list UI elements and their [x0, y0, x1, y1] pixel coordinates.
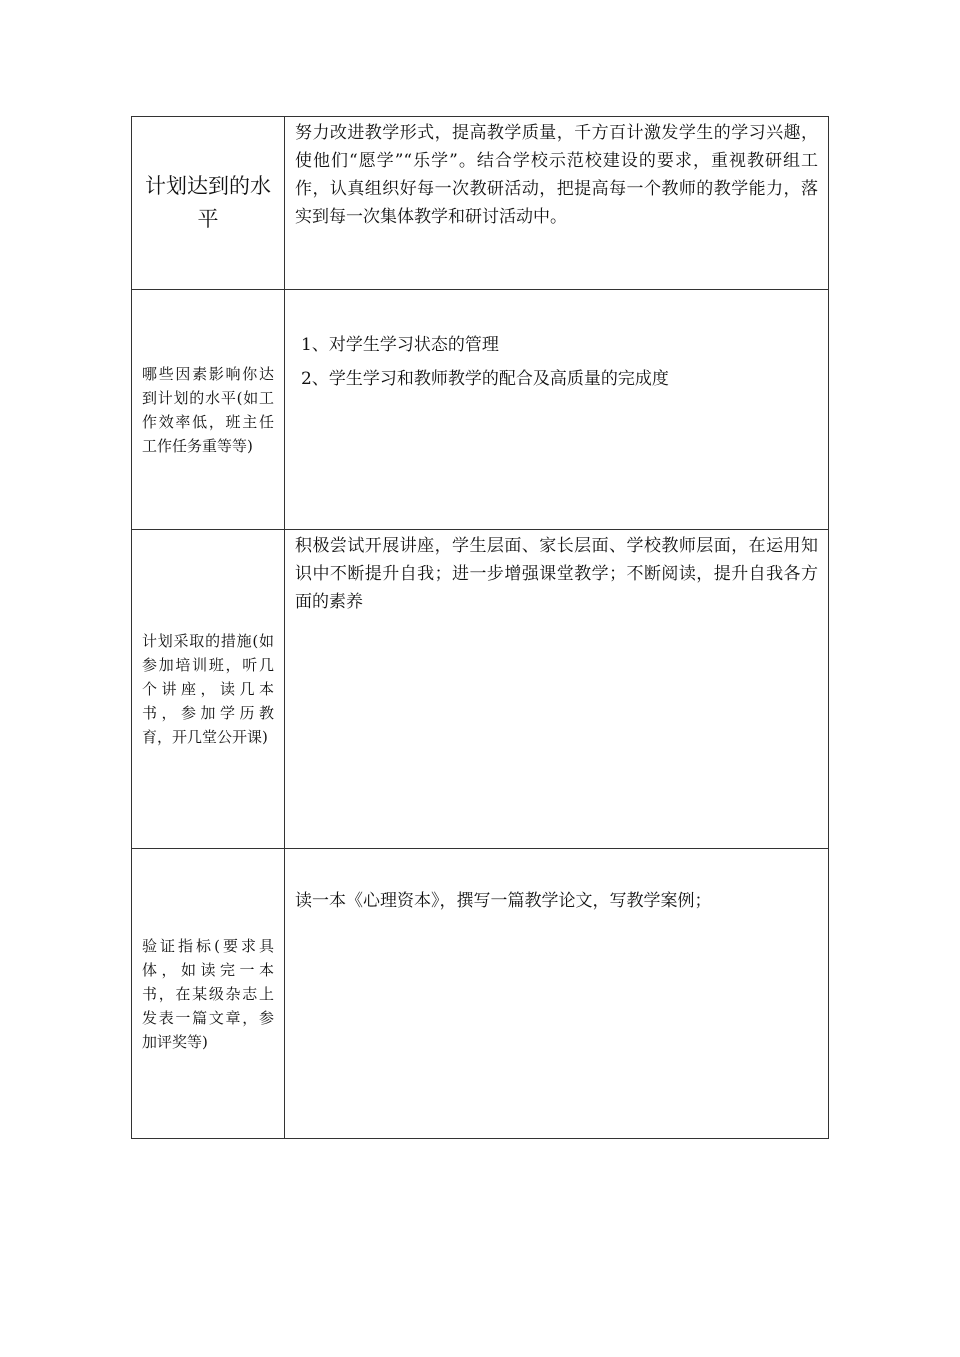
row-label-factors: 哪些因素影响你达到计划的水平(如工作效率低，班主任工作任务重等等)	[142, 364, 274, 455]
table-row	[132, 290, 829, 530]
label-cell	[132, 849, 285, 1139]
factors-list	[285, 290, 828, 396]
plan-table	[131, 116, 829, 1139]
label-cell	[132, 530, 285, 849]
label-cell	[132, 290, 285, 530]
content-cell	[285, 849, 829, 1139]
indicators-text: 读一本《心理资本》，撰写一篇教学论文，写教学案例；	[295, 891, 712, 911]
row-label-target-level: 计划达到的水平	[145, 174, 271, 231]
measures-text: 积极尝试开展讲座，学生层面、家长层面、学校教师层面，在运用知识中不断提升自我；进一步增强课堂教学；不断阅读，提升自我各方面的素养	[295, 536, 818, 612]
content-cell	[285, 290, 829, 530]
label-cell	[132, 117, 285, 290]
table-row	[132, 530, 829, 849]
table-row	[132, 849, 829, 1139]
content-cell	[285, 117, 829, 290]
content-cell	[285, 530, 829, 849]
row-label-measures: 计划采取的措施(如参加培训班，听几个讲座，读几本书，参加学历教育，开几堂公开课)	[142, 632, 274, 746]
row-label-indicators: 验证指标(要求具体，如读完一本书，在某级杂志上发表一篇文章，参加评奖等)	[142, 936, 274, 1051]
list-item: 2、学生学习和教师教学的配合及高质量的完成度	[301, 369, 669, 389]
list-item: 1、对学生学习状态的管理	[301, 335, 499, 355]
table-row	[132, 117, 829, 290]
target-level-text: 努力改进教学形式，提高教学质量，千方百计激发学生的学习兴趣，使他们“愿学”“乐学”。结合学校示范校建设的要求，重视教研组工作，认真组织好每一次教研活动，把提高每一个教师的教学能力，落实到每一次集体教学和研讨活动中。	[295, 123, 818, 227]
